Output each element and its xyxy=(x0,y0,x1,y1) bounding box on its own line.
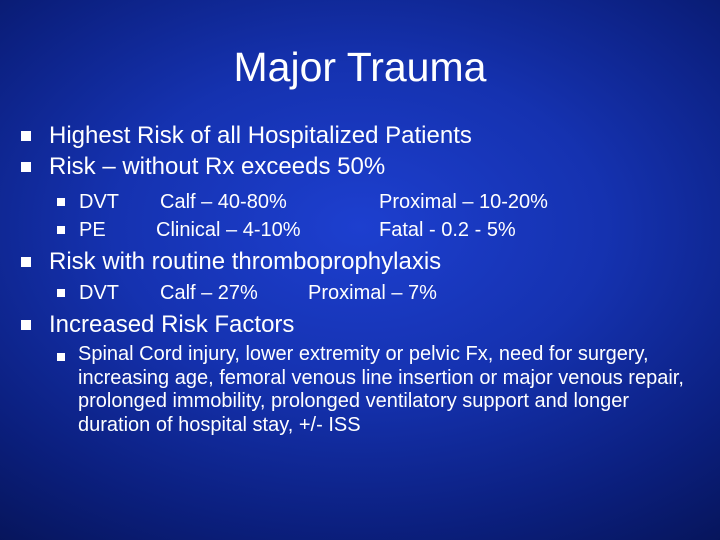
slide-title: Major Trauma xyxy=(233,44,487,90)
bullet-text: Risk – without Rx exceeds 50% xyxy=(49,153,386,180)
pe-clinical-value: Clinical – 4-10% xyxy=(156,219,301,241)
dvt2-label: DVT xyxy=(79,282,119,304)
square-bullet-icon xyxy=(57,198,65,206)
square-bullet-icon xyxy=(21,257,31,267)
risk-factors-text: Spinal Cord injury, lower extremity or pelvic Fx, need for surgery, increasing age, femoral venous line insertion or major venous repair, prolonged immobility, prolonged ventilatory support and longer duration of hospital stay, +/- ISS xyxy=(78,343,684,436)
pe-fatal-value: Fatal - 0.2 - 5% xyxy=(379,219,516,241)
square-bullet-icon xyxy=(57,353,65,361)
square-bullet-icon xyxy=(57,226,65,234)
pe-label: PE xyxy=(79,219,106,241)
bullet-text: Highest Risk of all Hospitalized Patients xyxy=(49,122,472,149)
dvt-calf-value: Calf – 40-80% xyxy=(160,191,287,213)
bullet-text: Risk with routine thromboprophylaxis xyxy=(49,248,442,275)
dvt2-proximal-value: Proximal – 7% xyxy=(308,282,437,304)
dvt-label: DVT xyxy=(79,191,119,213)
bullet-text: Increased Risk Factors xyxy=(49,311,295,338)
square-bullet-icon xyxy=(21,131,31,141)
square-bullet-icon xyxy=(21,320,31,330)
dvt2-calf-value: Calf – 27% xyxy=(160,282,258,304)
square-bullet-icon xyxy=(57,289,65,297)
square-bullet-icon xyxy=(21,162,31,172)
dvt-proximal-value: Proximal – 10-20% xyxy=(379,191,548,213)
